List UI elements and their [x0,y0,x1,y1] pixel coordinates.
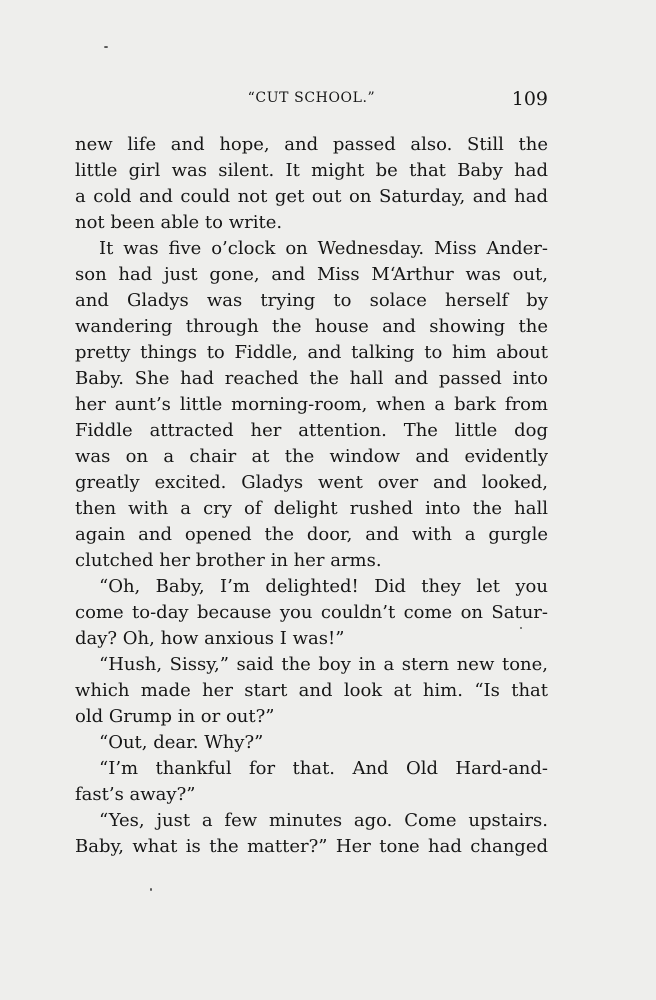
text-line: was on a chair at the window and evidently [75,446,548,467]
text-line: and Gladys was trying to solace herself by [75,290,548,311]
text-line: new life and hope, and passed also. Still the [75,134,548,155]
text-line: old Grump in or out?” [75,706,275,727]
text-line: clutched her brother in her arms. [75,550,382,571]
ink-speck [150,888,152,891]
text-line: “Yes, just a few minutes ago. Come upstairs. [99,810,548,831]
text-line: not been able to write. [75,212,283,233]
text-line: again and opened the door, and with a gurgle [75,524,548,545]
text-line: her aunt’s little morning-room, when a bark from [75,394,548,415]
text-line: a cold and could not get out on Saturday, and had [75,186,548,207]
text-line: fast’s away?” [75,784,196,805]
running-head [75,88,548,112]
page-number: 109 [511,88,548,110]
ink-speck [104,46,108,48]
running-title: “CUT SCHOOL.” [247,90,376,106]
text-line: son had just gone, and Miss M‘Arthur was out, [75,264,548,285]
text-line: Fiddle attracted her attention. The little dog [75,420,548,441]
text-line: “Out, dear. Why?” [99,732,264,753]
text-line: greatly excited. Gladys went over and looked, [75,472,548,493]
text-line: come to-day because you couldn’t come on Satur- [75,602,548,623]
text-line: little girl was silent. It might be that Baby had [75,160,548,181]
text-line: wandering through the house and showing the [75,316,548,337]
text-line: which made her start and look at him. “Is that [75,680,548,701]
text-line: then with a cry of delight rushed into the hall [75,498,548,519]
text-line: Baby, what is the matter?” Her tone had changed [75,836,548,857]
text-line: “I’m thankful for that. And Old Hard-and- [99,758,548,779]
text-line: “Hush, Sissy,” said the boy in a stern new tone, [99,654,548,675]
text-line: Baby. She had reached the hall and passed into [75,368,548,389]
text-line: “Oh, Baby, I’m delighted! Did they let you [99,576,548,597]
text-line: day? Oh, how anxious I was!” [75,628,345,649]
text-line: pretty things to Fiddle, and talking to him about [75,342,548,363]
text-line: It was five o’clock on Wednesday. Miss Ander- [99,238,548,259]
